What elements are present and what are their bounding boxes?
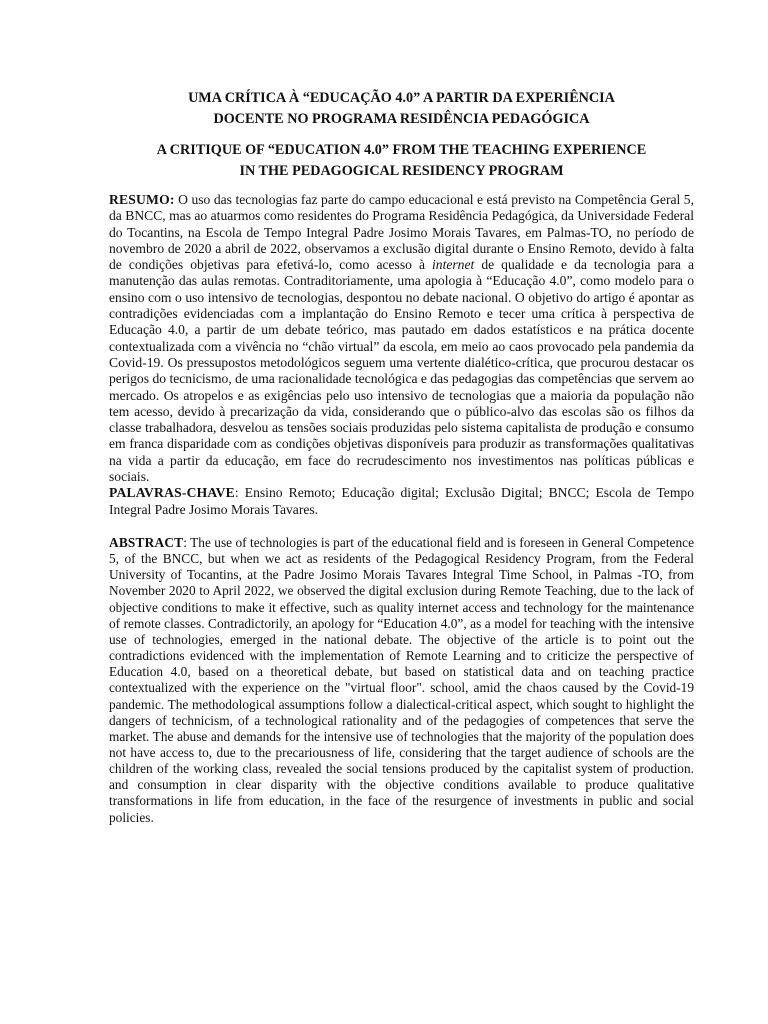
title-en-line-2: IN THE PEDAGOGICAL RESIDENCY PROGRAM: [239, 163, 564, 179]
abstract-label: ABSTRACT: [109, 534, 184, 550]
resumo-text-a: O uso das tecnologias faz parte do campo educacional e está previsto na Competência Geral 5, da BNCC, mas ao atuarmos como residentes do Programa Residência Pedagógica, da Universidade Federal do Tocantins, na Escola de Tempo Integral Padre Josimo Morais Tavares, em Palmas-TO, no período de novembro de 2020 a abril de 2022, observamos a exclusão digital durante o Ensino Remoto, devido à falta de condições objetivas para efetivá-lo, como acesso à: [109, 192, 694, 273]
abstract-paragraph: [109, 535, 694, 826]
title-en-line-1: A CRITIQUE OF “EDUCATION 4.0” FROM THE TEACHING EXPERIENCE: [156, 142, 647, 158]
title-english: [109, 140, 694, 182]
palavras-chave-paragraph: [109, 485, 694, 518]
title-portuguese: [109, 88, 694, 130]
resumo-paragraph: [109, 192, 694, 485]
title-pt-line-2: DOCENTE NO PROGRAMA RESIDÊNCIA PEDAGÓGICA: [213, 111, 590, 127]
palavras-chave-label: PALAVRAS-CHAVE: [109, 485, 235, 501]
abstract-text: : The use of technologies is part of the educational field and is foreseen in General Competence 5, of the BNCC, but when we act as residents of the Pedagogical Residency Program, from the Federal University of Tocantins, at the Padre Josimo Morais Tavares Integral Time School, in Palmas -TO, from November 2020 to April 2022, we observed the digital exclusion during Remote Teaching, due to the lack of objective conditions to make it effective, such as quality internet access and technology for the maintenance of remote classes. Contradictorily, an apology for “Education 4.0”, as a model for teaching with the intensive use of technologies, emerged in the national debate. The objective of the article is to point out the contradictions evidenced with the implementation of Remote Learning and to criticize the perspective of Education 4.0, based on a theoretical debate, but based on statistical data and on teaching practice contextualized with the experience on the "virtual floor". school, amid the chaos caused by the Covid-19 pandemic. The methodological assumptions follow a dialectical-critical aspect, which sought to highlight the dangers of technicism, of a technological rationality and of the pedagogies of competences that serve the market. The abuse and demands for the intensive use of technologies that the majority of the population does not have access to, due to the precariousness of life, considering that the target audience of schools are the children of the working class, revealed the social tensions produced by the capitalist system of production. and consumption in clear disparity with the objective conditions available to produce qualitative transformations in life from education, in the face of the resurgence of investments in public and social policies.: [109, 534, 694, 825]
title-pt-line-1: UMA CRÍTICA À “EDUCAÇÃO 4.0” A PARTIR DA EXPERIÊNCIA: [188, 90, 615, 106]
resumo-text-b: de qualidade e da tecnologia para a manutenção das aulas remotas. Contraditoriamente, uma apologia à “Educação 4.0”, como modelo para o ensino com o uso intensivo de tecnologias, despontou no debate nacional. O objetivo do artigo é apontar as contradições evidenciadas com a implantação do Ensino Remoto e tecer uma crítica à perspectiva de Educação 4.0, a partir de um debate teórico, mas pautado em dados estatísticos e na prática docente contextualizada com a vivência no “chão virtual” da escola, em meio ao caos provocado pela pandemia da Covid-19. Os pressupostos metodológicos seguem uma vertente dialético-crítica, que procurou destacar os perigos do tecnicismo, de uma racionalidade tecnológica e das pedagogias das competências que servem ao mercado. Os atropelos e as exigências pelo uso intensivo de tecnologias que a maioria da população não tem acesso, devido à precarização da vida, considerando que o público-alvo das escolas são os filhos da classe trabalhadora, desvelou as tensões sociais produzidas pelo sistema capitalista de produção e consumo em franca disparidade com as condições objetivas disponíveis para produzir as transformações qualitativas na vida a partir da educação, em face do recrudescimento nos investimentos nas políticas públicas e sociais.: [109, 257, 695, 485]
document-page: [109, 88, 694, 826]
palavras-chave-text: : Ensino Remoto; Educação digital; Exclusão Digital; BNCC; Escola de Tempo Integral Padre Josimo Morais Tavares.: [109, 485, 694, 517]
resumo-label: RESUMO:: [109, 192, 175, 207]
resumo-emphasis: internet: [432, 257, 475, 273]
